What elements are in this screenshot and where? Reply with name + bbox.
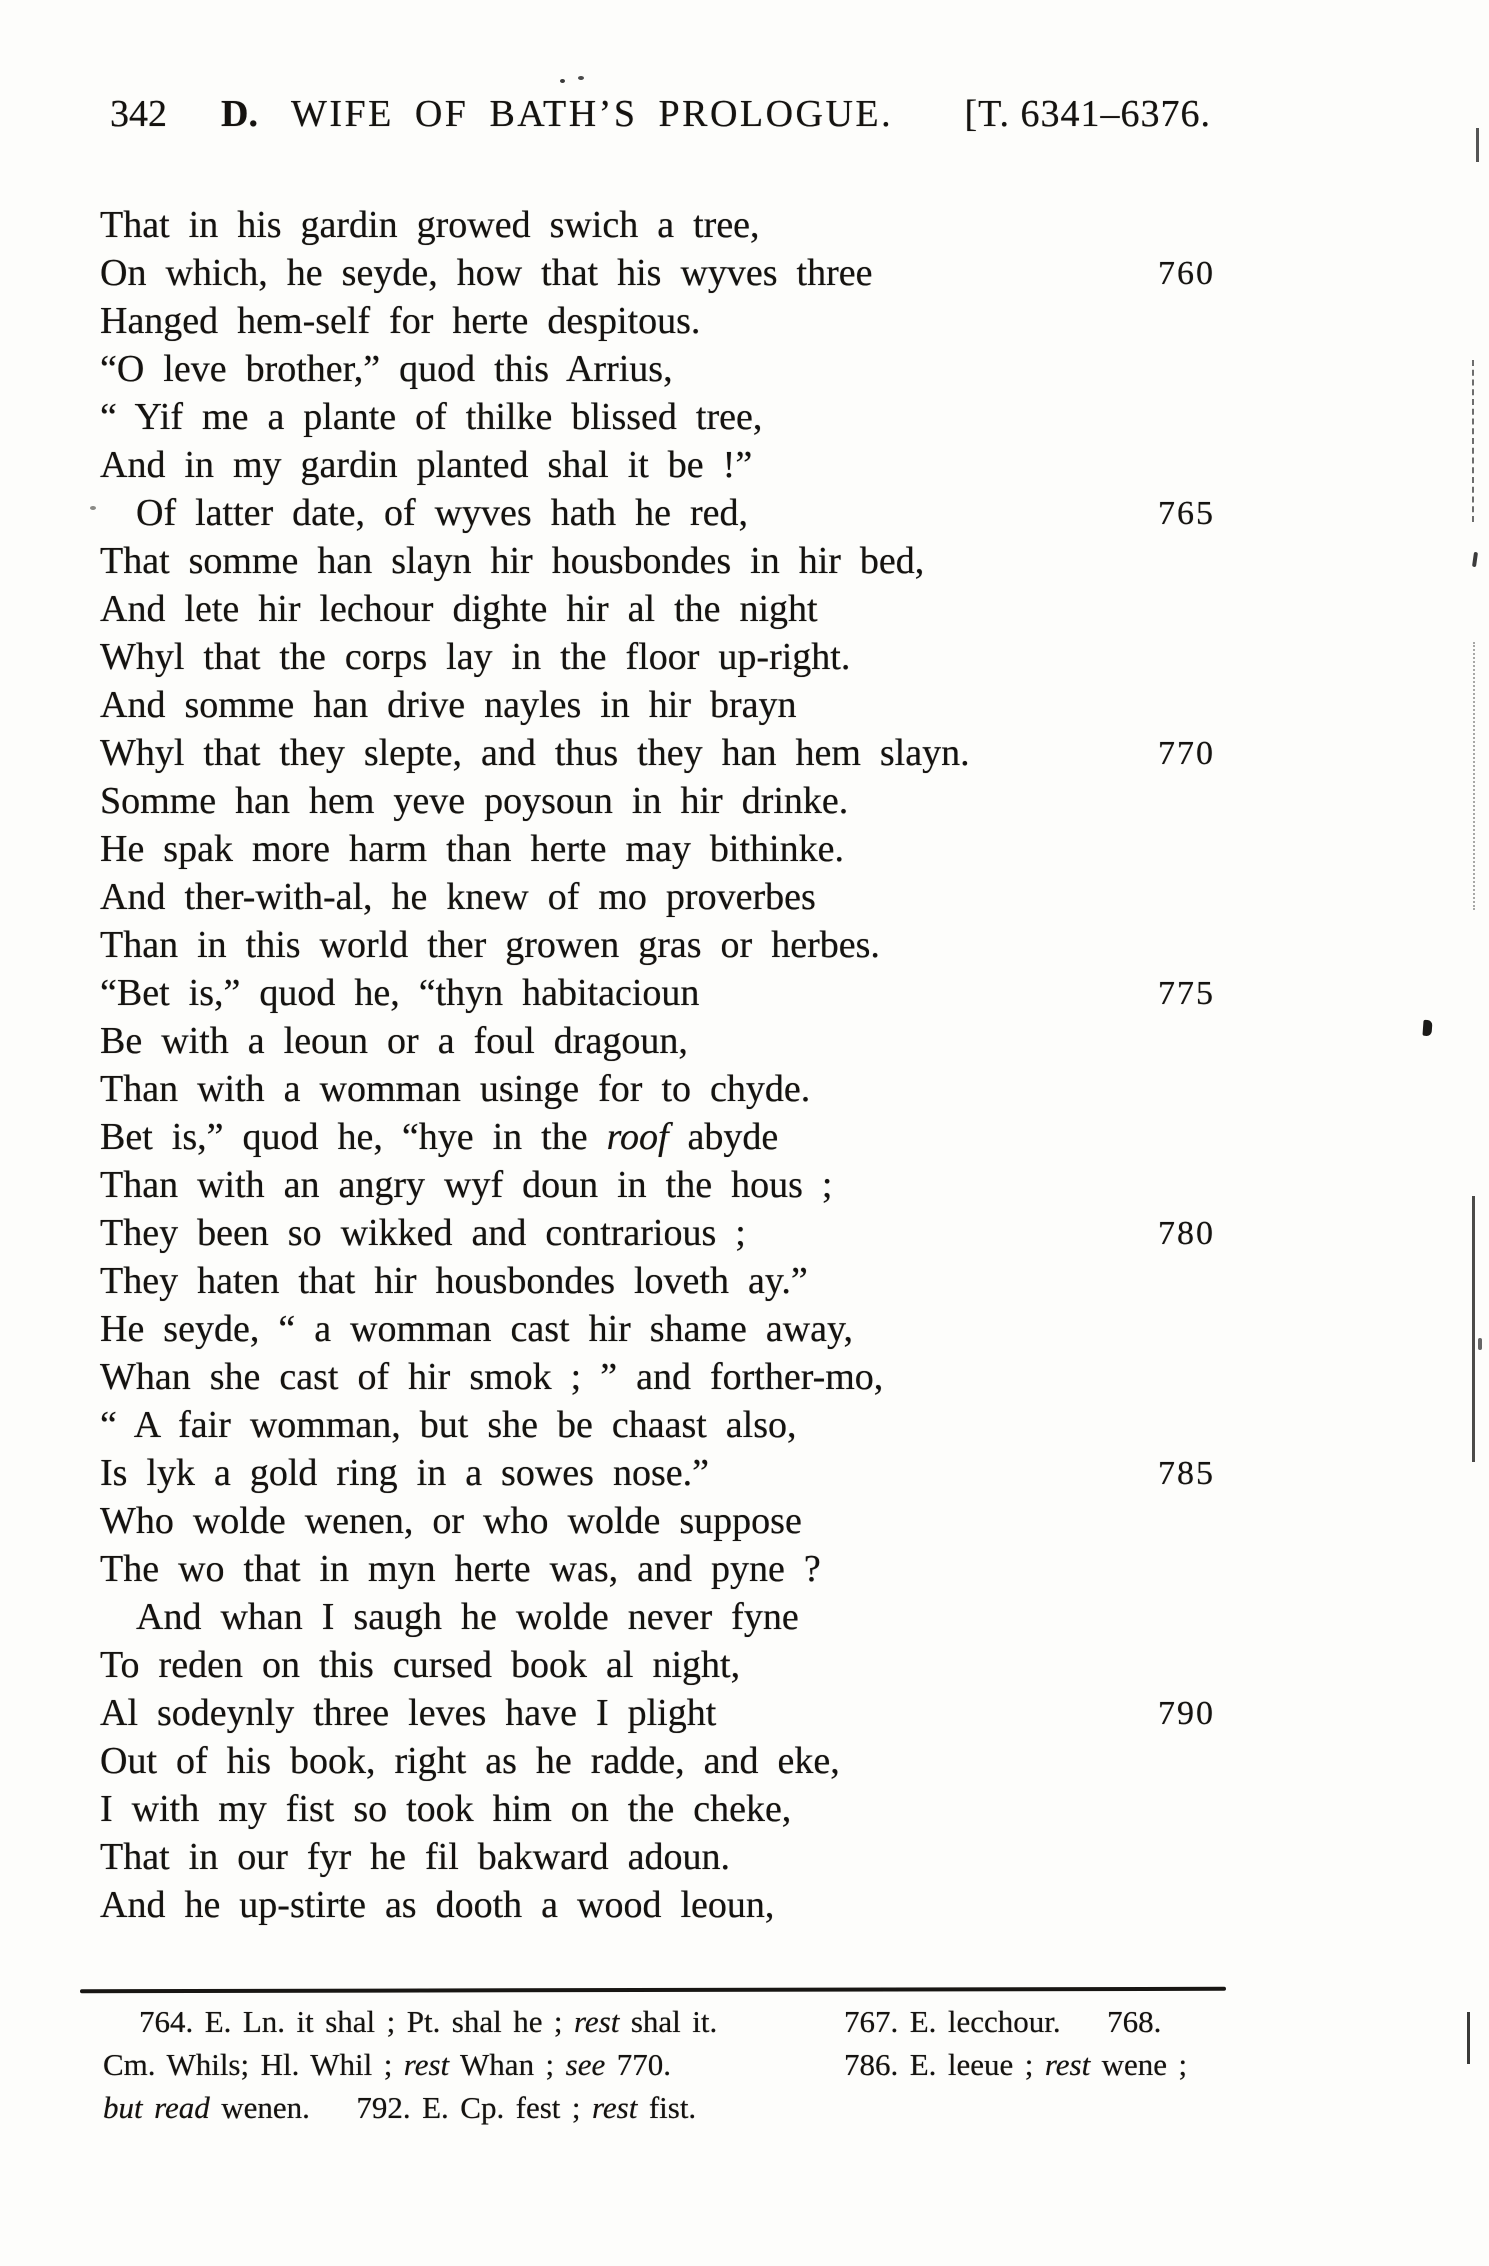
margin-line-number: 780 — [1158, 1215, 1215, 1252]
poem-line: That somme han slayn hir housbondes in hir bed, — [100, 540, 925, 582]
footnote-line: 764. E. Ln. it shal ; Pt. shal he ; rest shal it. — [139, 2004, 718, 2039]
poem-line: That in our fyr he fil bakward adoun. — [100, 1836, 730, 1878]
footnote-line: 767. E. lecchour. 768. — [844, 2004, 1162, 2039]
scan-artifact — [560, 79, 565, 83]
critical-notes-column-2 — [844, 2000, 1215, 2086]
poem-line: Bet is,” quod he, “hye in the roof abyde — [100, 1116, 779, 1158]
margin-line-number: 790 — [1158, 1695, 1215, 1732]
poem-line: Is lyk a gold ring in a sowes nose.” 785 — [100, 1449, 1215, 1497]
poem-line: I with my fist so took him on the cheke, — [100, 1788, 792, 1830]
footnote-line: Cm. Whils; Hl. Whil ; rest Whan ; see 770. — [103, 2047, 671, 2082]
poem-line: Somme han hem yeve poysoun in hir drinke. — [100, 780, 849, 822]
scan-artifact — [1476, 128, 1479, 162]
critical-notes-column-1 — [103, 2000, 808, 2129]
poem-line: And lete hir lechour dighte hir al the night — [100, 588, 818, 630]
poem-line: Of latter date, of wyves hath he red, 765 — [100, 489, 1215, 537]
poem-line: And he up-stirte as dooth a wood leoun, — [100, 1884, 775, 1926]
running-title: WIFE OF BATH’S PROLOGUE. — [291, 93, 894, 135]
poem-line: He seyde, “ a womman cast hir shame away, — [100, 1308, 854, 1350]
scan-artifact — [578, 76, 584, 80]
poem-line: “ Yif me a plante of thilke blissed tree, — [100, 396, 763, 438]
poem-line: “Bet is,” quod he, “thyn habitacioun 775 — [100, 969, 1215, 1017]
poem-line: Than in this world ther growen gras or herbes. — [100, 924, 880, 966]
poem-text — [100, 201, 1215, 1929]
poem-line: “O leve brother,” quod this Arrius, — [100, 348, 673, 390]
scan-artifact — [1472, 552, 1478, 567]
margin-line-number: 785 — [1158, 1455, 1215, 1492]
poem-line: Whan she cast of hir smok ; ” and forther-mo, — [100, 1356, 884, 1398]
scan-artifact — [1422, 1020, 1432, 1037]
poem-line: And in my gardin planted shal it be !” — [100, 444, 753, 486]
poem-line: Be with a leoun or a foul dragoun, — [100, 1020, 688, 1062]
scan-artifact — [1478, 1338, 1482, 1350]
poem-line: Who wolde wenen, or who wolde suppose — [100, 1500, 802, 1542]
poem-line: That in his gardin growed swich a tree, — [100, 204, 760, 246]
poem-line: He spak more harm than herte may bithinke. — [100, 828, 844, 870]
poem-line: And somme han drive nayles in hir brayn — [100, 684, 797, 726]
footnote-rule — [80, 1987, 1226, 1993]
poem-line: And ther-with-al, he knew of mo proverbes — [100, 876, 816, 918]
poem-line: Whyl that they slepte, and thus they han hem slayn. 770 — [100, 729, 1215, 777]
poem-line: The wo that in myn herte was, and pyne ? — [100, 1548, 821, 1590]
scan-artifact — [1472, 1196, 1475, 1462]
margin-line-number: 765 — [1158, 495, 1215, 532]
margin-line-number: 775 — [1158, 975, 1215, 1012]
poem-line: Than with an angry wyf doun in the hous ; — [100, 1164, 833, 1206]
scan-artifact — [1472, 360, 1474, 522]
group-letter: D. — [221, 93, 258, 135]
page-number: 342 — [110, 93, 167, 135]
poem-line: And whan I saugh he wolde never fyne — [136, 1596, 799, 1638]
margin-line-number: 770 — [1158, 735, 1215, 772]
margin-line-number: 760 — [1158, 255, 1215, 292]
poem-line: Than with a womman usinge for to chyde. — [100, 1068, 811, 1110]
poem-line: Whyl that the corps lay in the floor up-right. — [100, 636, 851, 678]
poem-line: Out of his book, right as he radde, and eke, — [100, 1740, 840, 1782]
poem-line: On which, he seyde, how that his wyves three 760 — [100, 249, 1215, 297]
poem-line: “ A fair womman, but she be chaast also, — [100, 1404, 797, 1446]
scan-artifact — [1473, 642, 1475, 910]
poem-line: Al sodeynly three leves have I plight 790 — [100, 1689, 1215, 1737]
poem-line: To reden on this cursed book al night, — [100, 1644, 741, 1686]
scan-artifact — [90, 506, 96, 510]
tyrwhitt-line-ref: [T. 6341–6376. — [964, 93, 1211, 135]
footnote-line: but read wenen. 792. E. Cp. fest ; rest fist. — [103, 2090, 697, 2125]
poem-line: Hanged hem-self for herte despitous. — [100, 300, 701, 342]
scan-artifact — [1467, 2012, 1470, 2064]
poem-line: They haten that hir housbondes loveth ay.” — [100, 1260, 808, 1302]
poem-line: They been so wikked and contrarious ; 780 — [100, 1209, 1215, 1257]
footnote-line: 786. E. leeue ; rest wene ; — [844, 2047, 1188, 2082]
